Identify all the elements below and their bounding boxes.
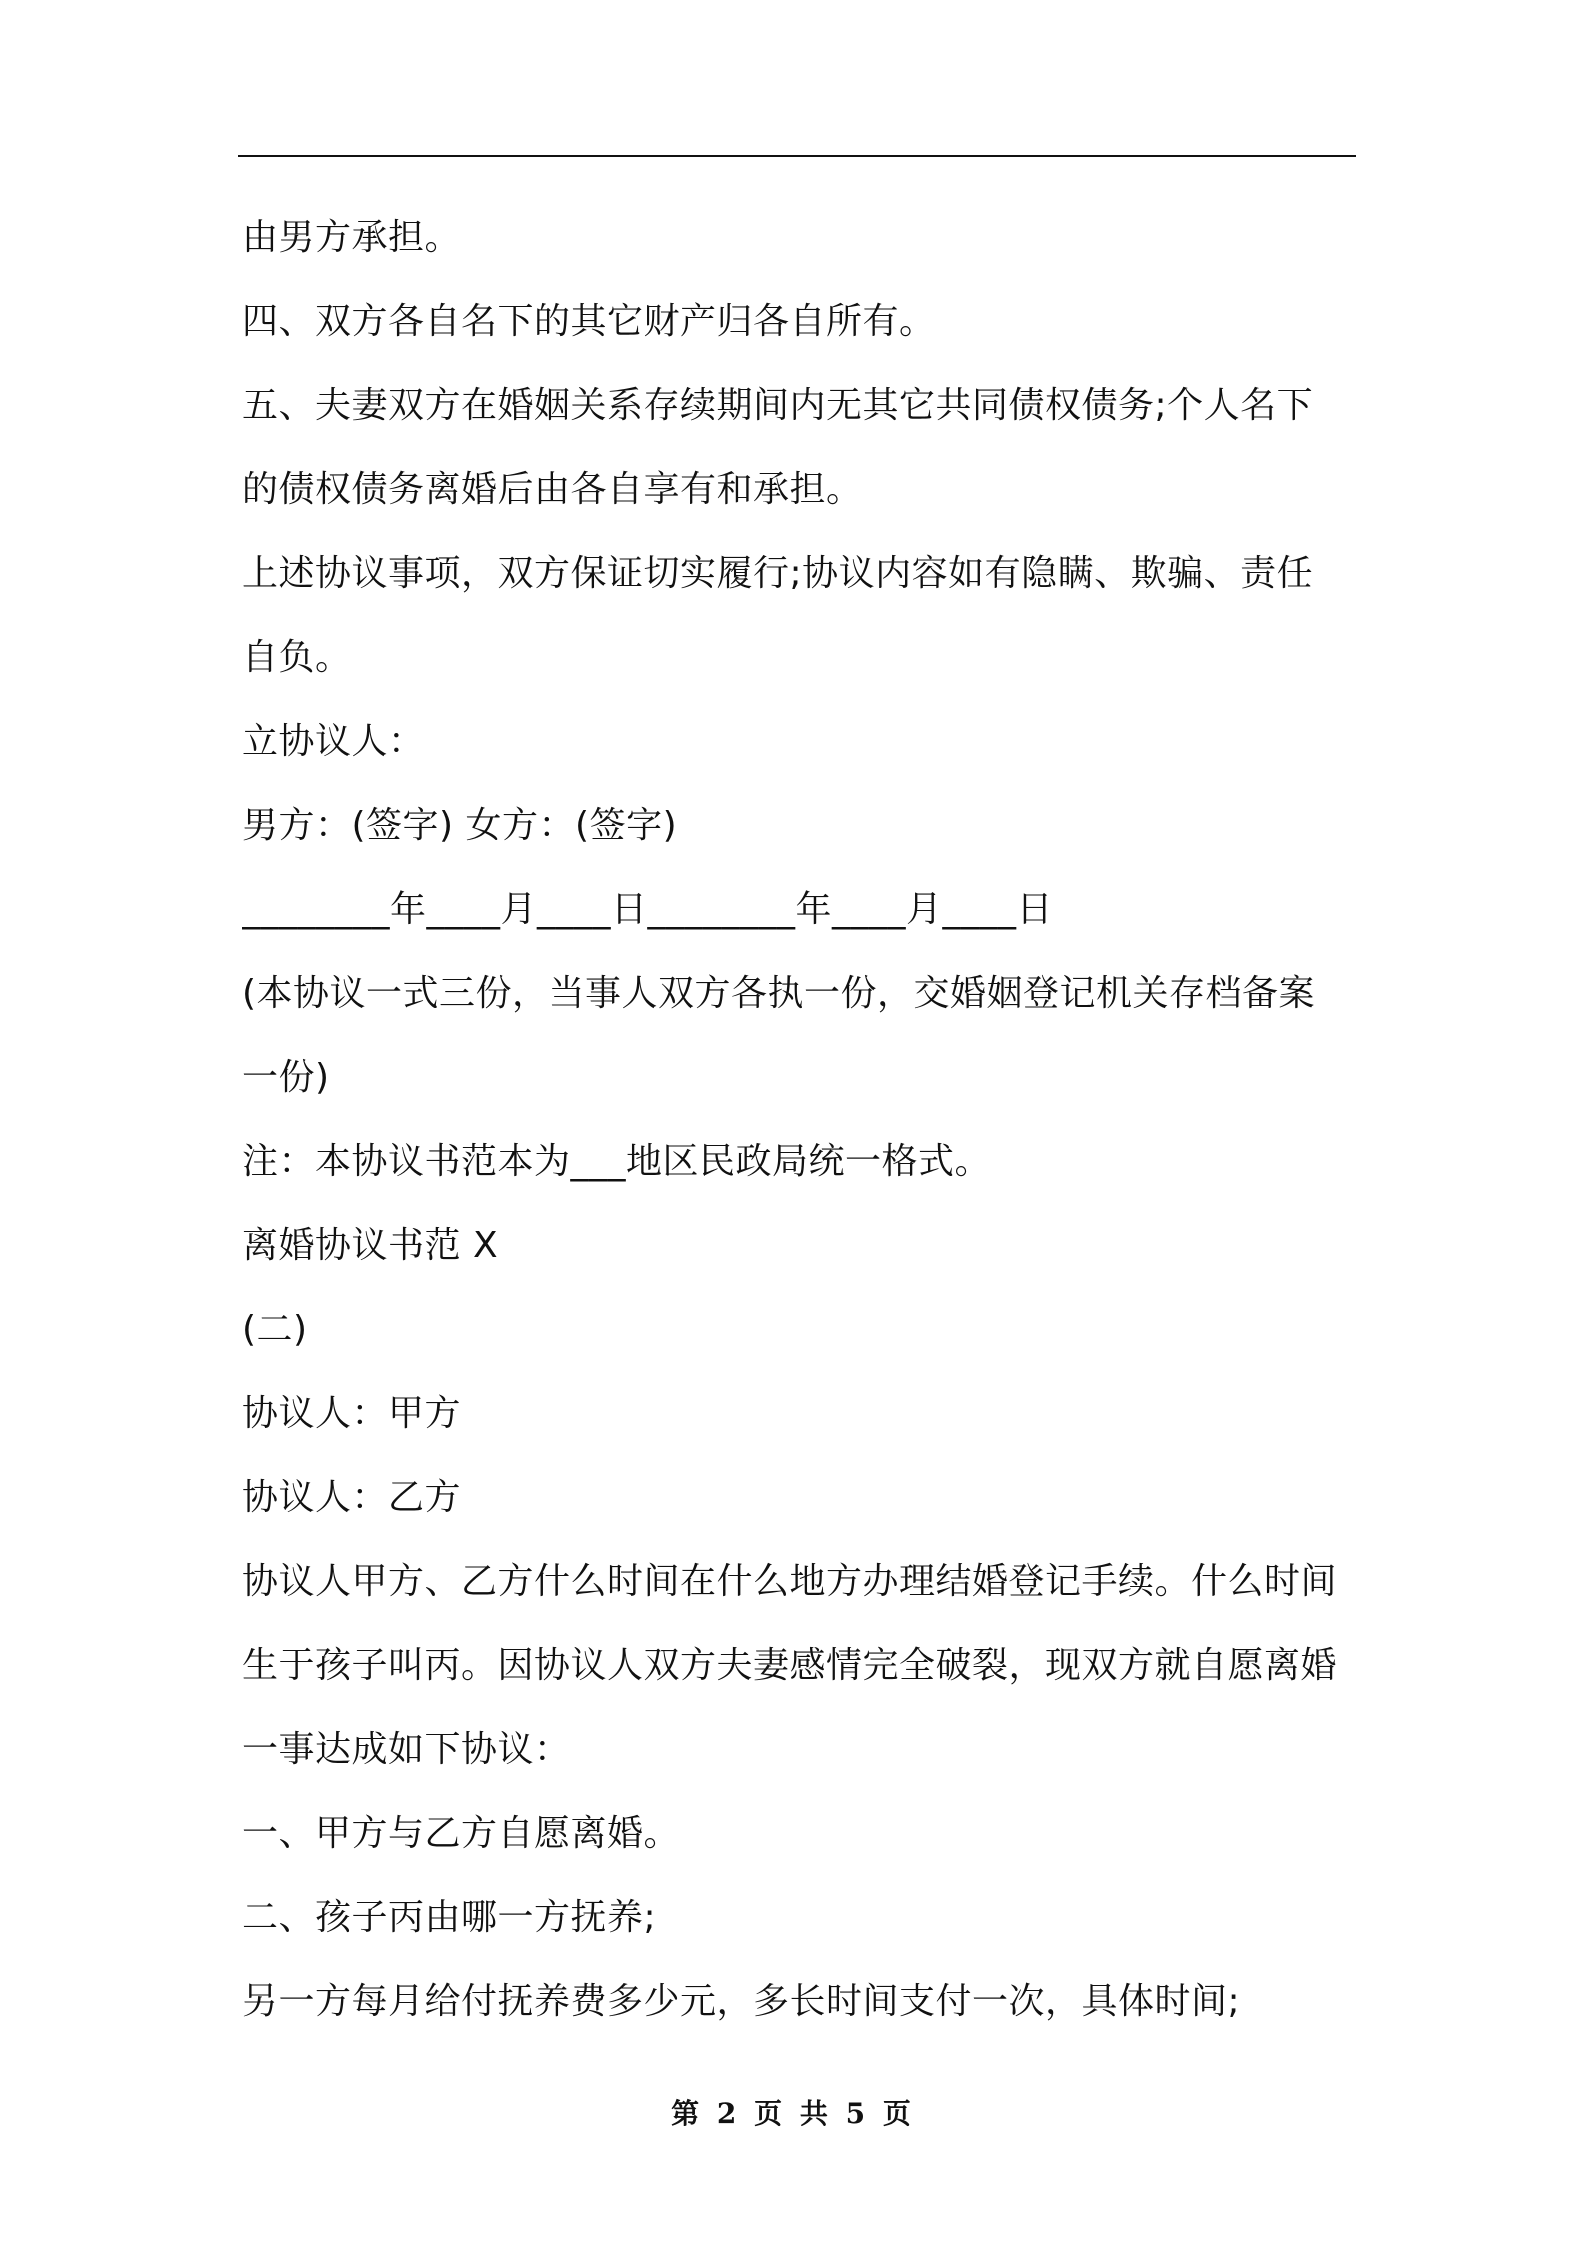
note-line: 注：本协议书范本为___地区民政局统一格式。 — [242, 1141, 992, 1182]
text-line: 一事达成如下协议： — [242, 1729, 571, 1770]
text-line: 五、夫妻双方在婚姻关系存续期间内无其它共同债权债务;个人名下 — [242, 385, 1314, 426]
date-line: ________年____月____日________年____月____日 — [242, 889, 1053, 930]
text-line: 协议人甲方、乙方什么时间在什么地方办理结婚登记手续。什么时间 — [242, 1561, 1338, 1602]
header-rule — [238, 155, 1356, 157]
text-line: (本协议一式三份，当事人双方各执一份，交婚姻登记机关存档备案 — [242, 973, 1316, 1014]
page-number-footer: 第 2 页 共 5 页 — [671, 2097, 915, 2130]
party-a-line: 协议人：甲方 — [242, 1393, 462, 1434]
section-number: (二) — [242, 1309, 308, 1350]
section-title: 离婚协议书范 X — [242, 1225, 499, 1266]
text-line: 由男方承担。 — [242, 217, 462, 258]
text-line: 一份) — [242, 1057, 330, 1098]
text-line: 四、双方各自名下的其它财产归各自所有。 — [242, 301, 936, 342]
text-line: 生于孩子叫丙。因协议人双方夫妻感情完全破裂，现双方就自愿离婚 — [242, 1645, 1338, 1686]
clause-line: 一、甲方与乙方自愿离婚。 — [242, 1813, 681, 1854]
text-line: 的债权债务离婚后由各自享有和承担。 — [242, 469, 863, 510]
party-b-line: 协议人：乙方 — [242, 1477, 462, 1518]
clause-line: 二、孩子丙由哪一方抚养; — [242, 1897, 657, 1938]
document-body — [242, 196, 1356, 2044]
text-line: 上述协议事项，双方保证切实履行;协议内容如有隐瞒、欺骗、责任 — [242, 553, 1314, 594]
text-line: 自负。 — [242, 637, 352, 678]
signature-line: 男方：(签字) 女方：(签字) — [242, 805, 678, 846]
text-line: 另一方每月给付抚养费多少元，多长时间支付一次，具体时间; — [242, 1981, 1241, 2022]
text-line: 立协议人： — [242, 721, 425, 762]
